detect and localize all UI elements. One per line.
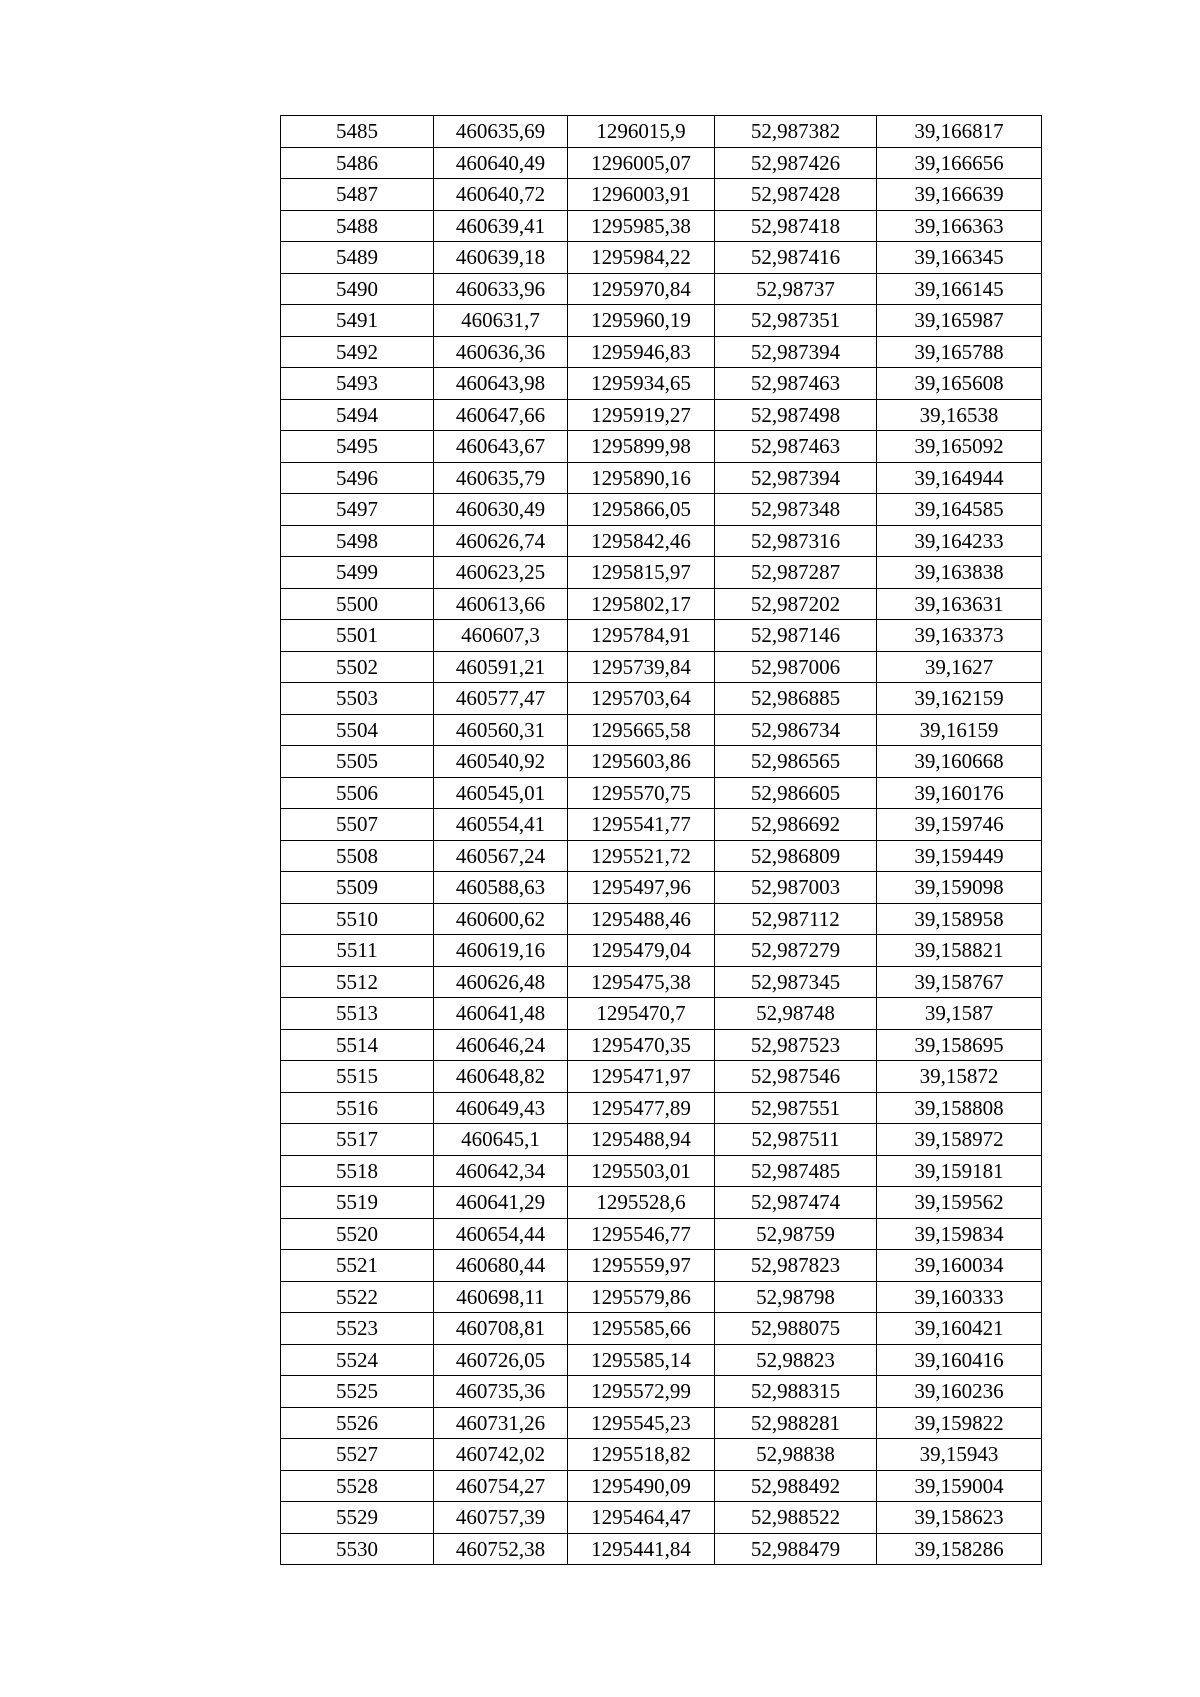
x-coordinate-cell: 460646,24 — [434, 1029, 568, 1061]
longitude-cell: 39,166145 — [877, 273, 1042, 305]
table-row — [281, 935, 1042, 967]
y-coordinate-cell: 1295739,84 — [568, 651, 715, 683]
x-coordinate-cell: 460641,29 — [434, 1187, 568, 1219]
table-row — [281, 683, 1042, 715]
y-coordinate-cell: 1295572,99 — [568, 1376, 715, 1408]
latitude-cell: 52,987202 — [715, 588, 877, 620]
table-row — [281, 714, 1042, 746]
y-coordinate-cell: 1295815,97 — [568, 557, 715, 589]
longitude-cell: 39,15872 — [877, 1061, 1042, 1093]
longitude-cell: 39,165092 — [877, 431, 1042, 463]
table-row — [281, 872, 1042, 904]
latitude-cell: 52,987428 — [715, 179, 877, 211]
y-coordinate-cell: 1295934,65 — [568, 368, 715, 400]
longitude-cell: 39,160236 — [877, 1376, 1042, 1408]
x-coordinate-cell: 460591,21 — [434, 651, 568, 683]
y-coordinate-cell: 1295475,38 — [568, 966, 715, 998]
longitude-cell: 39,165987 — [877, 305, 1042, 337]
y-coordinate-cell: 1295866,05 — [568, 494, 715, 526]
point-number-cell: 5502 — [281, 651, 434, 683]
table-row — [281, 210, 1042, 242]
longitude-cell: 39,164585 — [877, 494, 1042, 526]
y-coordinate-cell: 1295488,94 — [568, 1124, 715, 1156]
longitude-cell: 39,158286 — [877, 1533, 1042, 1565]
y-coordinate-cell: 1295559,97 — [568, 1250, 715, 1282]
x-coordinate-cell: 460633,96 — [434, 273, 568, 305]
point-number-cell: 5527 — [281, 1439, 434, 1471]
y-coordinate-cell: 1295470,7 — [568, 998, 715, 1030]
point-number-cell: 5516 — [281, 1092, 434, 1124]
x-coordinate-cell: 460643,98 — [434, 368, 568, 400]
x-coordinate-cell: 460554,41 — [434, 809, 568, 841]
table-row — [281, 116, 1042, 148]
latitude-cell: 52,987416 — [715, 242, 877, 274]
table-row — [281, 431, 1042, 463]
longitude-cell: 39,166363 — [877, 210, 1042, 242]
latitude-cell: 52,986565 — [715, 746, 877, 778]
y-coordinate-cell: 1295490,09 — [568, 1470, 715, 1502]
point-number-cell: 5485 — [281, 116, 434, 148]
latitude-cell: 52,988522 — [715, 1502, 877, 1534]
y-coordinate-cell: 1295603,86 — [568, 746, 715, 778]
latitude-cell: 52,98838 — [715, 1439, 877, 1471]
point-number-cell: 5503 — [281, 683, 434, 715]
latitude-cell: 52,986734 — [715, 714, 877, 746]
point-number-cell: 5524 — [281, 1344, 434, 1376]
longitude-cell: 39,166817 — [877, 116, 1042, 148]
x-coordinate-cell: 460635,69 — [434, 116, 568, 148]
latitude-cell: 52,987485 — [715, 1155, 877, 1187]
longitude-cell: 39,159562 — [877, 1187, 1042, 1219]
point-number-cell: 5514 — [281, 1029, 434, 1061]
x-coordinate-cell: 460639,18 — [434, 242, 568, 274]
y-coordinate-cell: 1295477,89 — [568, 1092, 715, 1124]
table-row — [281, 651, 1042, 683]
latitude-cell: 52,987551 — [715, 1092, 877, 1124]
latitude-cell: 52,987345 — [715, 966, 877, 998]
x-coordinate-cell: 460649,43 — [434, 1092, 568, 1124]
latitude-cell: 52,987426 — [715, 147, 877, 179]
point-number-cell: 5510 — [281, 903, 434, 935]
x-coordinate-cell: 460726,05 — [434, 1344, 568, 1376]
y-coordinate-cell: 1295528,6 — [568, 1187, 715, 1219]
table-row — [281, 746, 1042, 778]
table-row — [281, 1250, 1042, 1282]
latitude-cell: 52,987006 — [715, 651, 877, 683]
x-coordinate-cell: 460626,48 — [434, 966, 568, 998]
y-coordinate-cell: 1295545,23 — [568, 1407, 715, 1439]
x-coordinate-cell: 460567,24 — [434, 840, 568, 872]
longitude-cell: 39,159746 — [877, 809, 1042, 841]
x-coordinate-cell: 460757,39 — [434, 1502, 568, 1534]
longitude-cell: 39,166656 — [877, 147, 1042, 179]
longitude-cell: 39,160668 — [877, 746, 1042, 778]
x-coordinate-cell: 460648,82 — [434, 1061, 568, 1093]
x-coordinate-cell: 460588,63 — [434, 872, 568, 904]
y-coordinate-cell: 1295546,77 — [568, 1218, 715, 1250]
table-row — [281, 273, 1042, 305]
longitude-cell: 39,158958 — [877, 903, 1042, 935]
latitude-cell: 52,987511 — [715, 1124, 877, 1156]
longitude-cell: 39,160333 — [877, 1281, 1042, 1313]
point-number-cell: 5486 — [281, 147, 434, 179]
longitude-cell: 39,160416 — [877, 1344, 1042, 1376]
latitude-cell: 52,987003 — [715, 872, 877, 904]
coordinates-table — [280, 115, 1042, 1565]
longitude-cell: 39,1627 — [877, 651, 1042, 683]
y-coordinate-cell: 1295946,83 — [568, 336, 715, 368]
x-coordinate-cell: 460641,48 — [434, 998, 568, 1030]
point-number-cell: 5495 — [281, 431, 434, 463]
longitude-cell: 39,164944 — [877, 462, 1042, 494]
latitude-cell: 52,988315 — [715, 1376, 877, 1408]
longitude-cell: 39,158623 — [877, 1502, 1042, 1534]
point-number-cell: 5493 — [281, 368, 434, 400]
longitude-cell: 39,165788 — [877, 336, 1042, 368]
y-coordinate-cell: 1295960,19 — [568, 305, 715, 337]
table-row — [281, 1029, 1042, 1061]
table-row — [281, 1187, 1042, 1219]
table-row — [281, 557, 1042, 589]
longitude-cell: 39,15943 — [877, 1439, 1042, 1471]
table-row — [281, 809, 1042, 841]
table-row — [281, 525, 1042, 557]
x-coordinate-cell: 460639,41 — [434, 210, 568, 242]
longitude-cell: 39,166639 — [877, 179, 1042, 211]
y-coordinate-cell: 1295890,16 — [568, 462, 715, 494]
latitude-cell: 52,987279 — [715, 935, 877, 967]
x-coordinate-cell: 460647,66 — [434, 399, 568, 431]
y-coordinate-cell: 1295984,22 — [568, 242, 715, 274]
table-row — [281, 399, 1042, 431]
latitude-cell: 52,987348 — [715, 494, 877, 526]
y-coordinate-cell: 1296003,91 — [568, 179, 715, 211]
table-row — [281, 462, 1042, 494]
latitude-cell: 52,986692 — [715, 809, 877, 841]
table-row — [281, 840, 1042, 872]
x-coordinate-cell: 460635,79 — [434, 462, 568, 494]
latitude-cell: 52,986809 — [715, 840, 877, 872]
longitude-cell: 39,164233 — [877, 525, 1042, 557]
point-number-cell: 5506 — [281, 777, 434, 809]
latitude-cell: 52,987112 — [715, 903, 877, 935]
point-number-cell: 5496 — [281, 462, 434, 494]
table-row — [281, 1470, 1042, 1502]
x-coordinate-cell: 460645,1 — [434, 1124, 568, 1156]
longitude-cell: 39,160176 — [877, 777, 1042, 809]
x-coordinate-cell: 460698,11 — [434, 1281, 568, 1313]
y-coordinate-cell: 1295970,84 — [568, 273, 715, 305]
point-number-cell: 5521 — [281, 1250, 434, 1282]
latitude-cell: 52,987394 — [715, 462, 877, 494]
y-coordinate-cell: 1295784,91 — [568, 620, 715, 652]
table-row — [281, 368, 1042, 400]
table-row — [281, 1313, 1042, 1345]
x-coordinate-cell: 460752,38 — [434, 1533, 568, 1565]
point-number-cell: 5517 — [281, 1124, 434, 1156]
latitude-cell: 52,987823 — [715, 1250, 877, 1282]
latitude-cell: 52,987316 — [715, 525, 877, 557]
table-row — [281, 1533, 1042, 1565]
y-coordinate-cell: 1295703,64 — [568, 683, 715, 715]
longitude-cell: 39,160421 — [877, 1313, 1042, 1345]
x-coordinate-cell: 460640,49 — [434, 147, 568, 179]
x-coordinate-cell: 460623,25 — [434, 557, 568, 589]
point-number-cell: 5523 — [281, 1313, 434, 1345]
x-coordinate-cell: 460607,3 — [434, 620, 568, 652]
point-number-cell: 5494 — [281, 399, 434, 431]
point-number-cell: 5507 — [281, 809, 434, 841]
x-coordinate-cell: 460640,72 — [434, 179, 568, 211]
table-row — [281, 620, 1042, 652]
longitude-cell: 39,159004 — [877, 1470, 1042, 1502]
latitude-cell: 52,987351 — [715, 305, 877, 337]
y-coordinate-cell: 1295570,75 — [568, 777, 715, 809]
y-coordinate-cell: 1295919,27 — [568, 399, 715, 431]
y-coordinate-cell: 1295471,97 — [568, 1061, 715, 1093]
y-coordinate-cell: 1295497,96 — [568, 872, 715, 904]
longitude-cell: 39,163838 — [877, 557, 1042, 589]
table-row — [281, 777, 1042, 809]
x-coordinate-cell: 460626,74 — [434, 525, 568, 557]
point-number-cell: 5488 — [281, 210, 434, 242]
point-number-cell: 5518 — [281, 1155, 434, 1187]
x-coordinate-cell: 460577,47 — [434, 683, 568, 715]
y-coordinate-cell: 1295441,84 — [568, 1533, 715, 1565]
latitude-cell: 52,987382 — [715, 116, 877, 148]
table-row — [281, 1344, 1042, 1376]
point-number-cell: 5505 — [281, 746, 434, 778]
point-number-cell: 5511 — [281, 935, 434, 967]
point-number-cell: 5513 — [281, 998, 434, 1030]
coordinates-table-body — [281, 116, 1042, 1565]
latitude-cell: 52,98737 — [715, 273, 877, 305]
point-number-cell: 5520 — [281, 1218, 434, 1250]
latitude-cell: 52,987546 — [715, 1061, 877, 1093]
y-coordinate-cell: 1295488,46 — [568, 903, 715, 935]
latitude-cell: 52,98798 — [715, 1281, 877, 1313]
longitude-cell: 39,159098 — [877, 872, 1042, 904]
longitude-cell: 39,158821 — [877, 935, 1042, 967]
longitude-cell: 39,163373 — [877, 620, 1042, 652]
latitude-cell: 52,986605 — [715, 777, 877, 809]
point-number-cell: 5512 — [281, 966, 434, 998]
point-number-cell: 5498 — [281, 525, 434, 557]
longitude-cell: 39,1587 — [877, 998, 1042, 1030]
y-coordinate-cell: 1296015,9 — [568, 116, 715, 148]
latitude-cell: 52,987287 — [715, 557, 877, 589]
table-row — [281, 494, 1042, 526]
point-number-cell: 5526 — [281, 1407, 434, 1439]
x-coordinate-cell: 460643,67 — [434, 431, 568, 463]
y-coordinate-cell: 1295899,98 — [568, 431, 715, 463]
latitude-cell: 52,987523 — [715, 1029, 877, 1061]
x-coordinate-cell: 460540,92 — [434, 746, 568, 778]
point-number-cell: 5487 — [281, 179, 434, 211]
longitude-cell: 39,166345 — [877, 242, 1042, 274]
x-coordinate-cell: 460680,44 — [434, 1250, 568, 1282]
latitude-cell: 52,987463 — [715, 431, 877, 463]
table-row — [281, 1502, 1042, 1534]
x-coordinate-cell: 460731,26 — [434, 1407, 568, 1439]
latitude-cell: 52,987146 — [715, 620, 877, 652]
y-coordinate-cell: 1295541,77 — [568, 809, 715, 841]
x-coordinate-cell: 460636,36 — [434, 336, 568, 368]
y-coordinate-cell: 1295464,47 — [568, 1502, 715, 1534]
latitude-cell: 52,988075 — [715, 1313, 877, 1345]
x-coordinate-cell: 460631,7 — [434, 305, 568, 337]
point-number-cell: 5490 — [281, 273, 434, 305]
table-row — [281, 242, 1042, 274]
table-row — [281, 1061, 1042, 1093]
latitude-cell: 52,987474 — [715, 1187, 877, 1219]
latitude-cell: 52,988281 — [715, 1407, 877, 1439]
longitude-cell: 39,16538 — [877, 399, 1042, 431]
x-coordinate-cell: 460560,31 — [434, 714, 568, 746]
table-row — [281, 1376, 1042, 1408]
point-number-cell: 5497 — [281, 494, 434, 526]
point-number-cell: 5501 — [281, 620, 434, 652]
x-coordinate-cell: 460642,34 — [434, 1155, 568, 1187]
point-number-cell: 5504 — [281, 714, 434, 746]
longitude-cell: 39,159834 — [877, 1218, 1042, 1250]
table-row — [281, 1281, 1042, 1313]
y-coordinate-cell: 1296005,07 — [568, 147, 715, 179]
x-coordinate-cell: 460613,66 — [434, 588, 568, 620]
table-row — [281, 147, 1042, 179]
y-coordinate-cell: 1295470,35 — [568, 1029, 715, 1061]
table-row — [281, 1155, 1042, 1187]
table-row — [281, 1407, 1042, 1439]
latitude-cell: 52,986885 — [715, 683, 877, 715]
longitude-cell: 39,158767 — [877, 966, 1042, 998]
x-coordinate-cell: 460708,81 — [434, 1313, 568, 1345]
longitude-cell: 39,162159 — [877, 683, 1042, 715]
x-coordinate-cell: 460545,01 — [434, 777, 568, 809]
point-number-cell: 5508 — [281, 840, 434, 872]
point-number-cell: 5528 — [281, 1470, 434, 1502]
point-number-cell: 5499 — [281, 557, 434, 589]
y-coordinate-cell: 1295503,01 — [568, 1155, 715, 1187]
table-row — [281, 179, 1042, 211]
latitude-cell: 52,98759 — [715, 1218, 877, 1250]
point-number-cell: 5522 — [281, 1281, 434, 1313]
y-coordinate-cell: 1295585,66 — [568, 1313, 715, 1345]
y-coordinate-cell: 1295479,04 — [568, 935, 715, 967]
x-coordinate-cell: 460619,16 — [434, 935, 568, 967]
latitude-cell: 52,987394 — [715, 336, 877, 368]
latitude-cell: 52,98823 — [715, 1344, 877, 1376]
table-row — [281, 903, 1042, 935]
table-row — [281, 966, 1042, 998]
latitude-cell: 52,987463 — [715, 368, 877, 400]
x-coordinate-cell: 460630,49 — [434, 494, 568, 526]
table-row — [281, 1439, 1042, 1471]
point-number-cell: 5525 — [281, 1376, 434, 1408]
point-number-cell: 5529 — [281, 1502, 434, 1534]
longitude-cell: 39,158972 — [877, 1124, 1042, 1156]
x-coordinate-cell: 460735,36 — [434, 1376, 568, 1408]
point-number-cell: 5509 — [281, 872, 434, 904]
longitude-cell: 39,159181 — [877, 1155, 1042, 1187]
point-number-cell: 5491 — [281, 305, 434, 337]
y-coordinate-cell: 1295665,58 — [568, 714, 715, 746]
latitude-cell: 52,988492 — [715, 1470, 877, 1502]
point-number-cell: 5515 — [281, 1061, 434, 1093]
table-row — [281, 336, 1042, 368]
longitude-cell: 39,165608 — [877, 368, 1042, 400]
x-coordinate-cell: 460754,27 — [434, 1470, 568, 1502]
longitude-cell: 39,158695 — [877, 1029, 1042, 1061]
y-coordinate-cell: 1295802,17 — [568, 588, 715, 620]
y-coordinate-cell: 1295579,86 — [568, 1281, 715, 1313]
x-coordinate-cell: 460654,44 — [434, 1218, 568, 1250]
longitude-cell: 39,159822 — [877, 1407, 1042, 1439]
point-number-cell: 5530 — [281, 1533, 434, 1565]
latitude-cell: 52,987498 — [715, 399, 877, 431]
y-coordinate-cell: 1295842,46 — [568, 525, 715, 557]
table-row — [281, 998, 1042, 1030]
latitude-cell: 52,988479 — [715, 1533, 877, 1565]
longitude-cell: 39,163631 — [877, 588, 1042, 620]
latitude-cell: 52,98748 — [715, 998, 877, 1030]
longitude-cell: 39,16159 — [877, 714, 1042, 746]
longitude-cell: 39,159449 — [877, 840, 1042, 872]
table-row — [281, 1124, 1042, 1156]
y-coordinate-cell: 1295521,72 — [568, 840, 715, 872]
latitude-cell: 52,987418 — [715, 210, 877, 242]
point-number-cell: 5492 — [281, 336, 434, 368]
y-coordinate-cell: 1295518,82 — [568, 1439, 715, 1471]
table-row — [281, 305, 1042, 337]
table-row — [281, 1218, 1042, 1250]
table-row — [281, 588, 1042, 620]
x-coordinate-cell: 460600,62 — [434, 903, 568, 935]
point-number-cell: 5519 — [281, 1187, 434, 1219]
longitude-cell: 39,158808 — [877, 1092, 1042, 1124]
point-number-cell: 5500 — [281, 588, 434, 620]
y-coordinate-cell: 1295585,14 — [568, 1344, 715, 1376]
x-coordinate-cell: 460742,02 — [434, 1439, 568, 1471]
table-row — [281, 1092, 1042, 1124]
y-coordinate-cell: 1295985,38 — [568, 210, 715, 242]
point-number-cell: 5489 — [281, 242, 434, 274]
longitude-cell: 39,160034 — [877, 1250, 1042, 1282]
